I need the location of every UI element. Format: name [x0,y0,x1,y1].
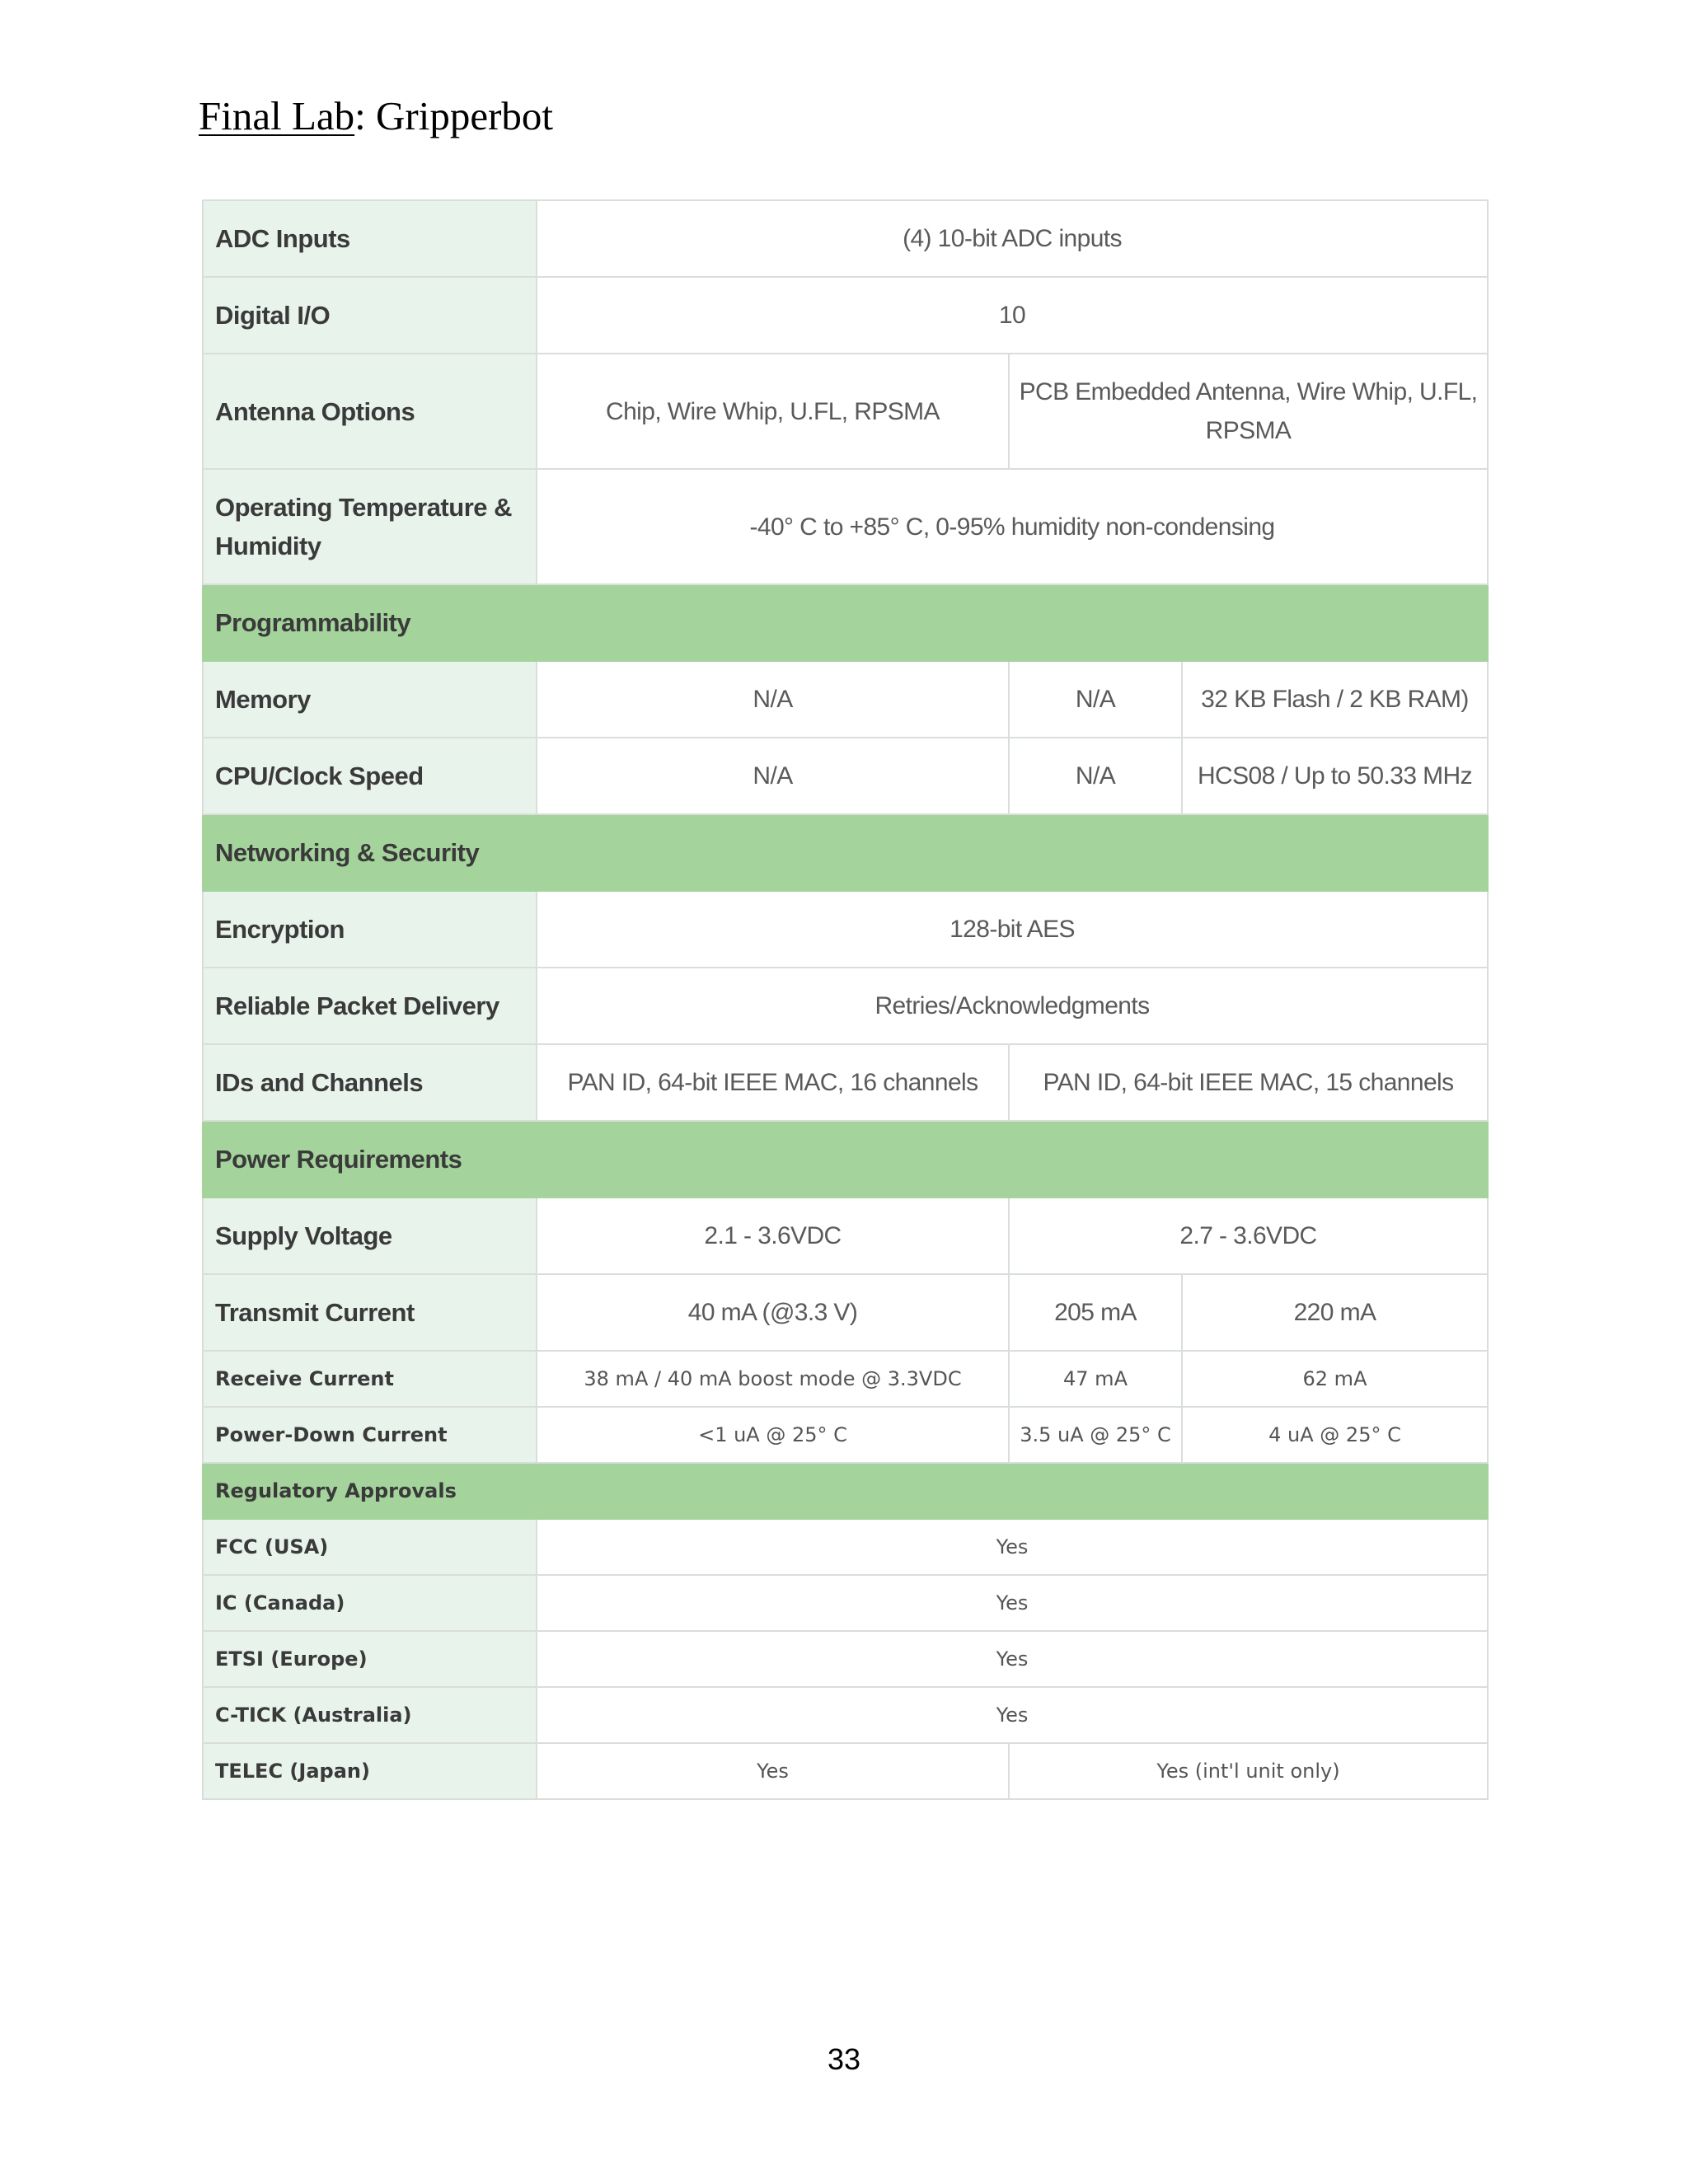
row-value: 10 [537,277,1488,354]
row-value: N/A [537,738,1009,814]
page-number: 33 [827,2042,861,2076]
row-value: 2.1 - 3.6VDC [537,1197,1009,1274]
table-row [203,1197,1488,1274]
row-label: IDs and Channels [203,1044,537,1121]
table-row [203,469,1488,584]
table-row [203,1351,1488,1407]
spec-table [202,199,1489,1800]
section-label: Power Requirements [203,1121,1488,1197]
table-row [203,1687,1488,1743]
row-value: 38 mA / 40 mA boost mode @ 3.3VDC [537,1351,1009,1407]
section-header [203,584,1488,661]
table-row [203,1575,1488,1631]
row-value: 32 KB Flash / 2 KB RAM) [1182,661,1488,738]
row-value: 40 mA (@3.3 V) [537,1274,1009,1351]
row-label: Memory [203,661,537,738]
row-value: N/A [1009,661,1182,738]
row-value: Yes [537,1743,1009,1799]
table-row [203,1631,1488,1687]
row-value: 62 mA [1182,1351,1488,1407]
section-header [203,1463,1488,1519]
row-value: Yes (int'l unit only) [1009,1743,1488,1799]
table-row [203,200,1488,277]
row-value: Yes [537,1631,1488,1687]
row-value: 2.7 - 3.6VDC [1009,1197,1488,1274]
row-label: TELEC (Japan) [203,1743,537,1799]
table-row [203,1743,1488,1799]
title-underlined: Final Lab [199,93,355,138]
section-label: Programmability [203,584,1488,661]
row-value: 47 mA [1009,1351,1182,1407]
row-label: C-TICK (Australia) [203,1687,537,1743]
table-row [203,891,1488,968]
row-value: PAN ID, 64-bit IEEE MAC, 16 channels [537,1044,1009,1121]
row-label: ETSI (Europe) [203,1631,537,1687]
row-label: Transmit Current [203,1274,537,1351]
row-value: 4 uA @ 25° C [1182,1407,1488,1463]
table-row [203,1407,1488,1463]
row-value: -40° C to +85° C, 0-95% humidity non-condensing [537,469,1488,584]
section-header [203,1121,1488,1197]
row-value: Yes [537,1575,1488,1631]
table-row [203,968,1488,1044]
table-row [203,738,1488,814]
section-header [203,814,1488,891]
row-label: CPU/Clock Speed [203,738,537,814]
row-value: (4) 10-bit ADC inputs [537,200,1488,277]
row-label: Reliable Packet Delivery [203,968,537,1044]
row-value: N/A [1009,738,1182,814]
row-label: Power-Down Current [203,1407,537,1463]
row-value: Yes [537,1687,1488,1743]
table-row [203,1274,1488,1351]
row-value: 128-bit AES [537,891,1488,968]
section-label: Regulatory Approvals [203,1463,1488,1519]
table-row [203,1044,1488,1121]
table-row [203,277,1488,354]
row-value: Chip, Wire Whip, U.FL, RPSMA [537,354,1009,469]
section-label: Networking & Security [203,814,1488,891]
table-row [203,1519,1488,1575]
row-value: PAN ID, 64-bit IEEE MAC, 15 channels [1009,1044,1488,1121]
row-label: ADC Inputs [203,200,537,277]
title-rest: : Gripperbot [354,93,554,138]
row-value: PCB Embedded Antenna, Wire Whip, U.FL, RPSMA [1009,354,1488,469]
row-value: N/A [537,661,1009,738]
row-value: Yes [537,1519,1488,1575]
row-label: Receive Current [203,1351,537,1407]
row-value: 3.5 uA @ 25° C [1009,1407,1182,1463]
table-row [203,354,1488,469]
row-label: Encryption [203,891,537,968]
row-label: Operating Temperature & Humidity [203,469,537,584]
row-label: Antenna Options [203,354,537,469]
row-value: 220 mA [1182,1274,1488,1351]
row-value: 205 mA [1009,1274,1182,1351]
row-value: <1 uA @ 25° C [537,1407,1009,1463]
row-label: FCC (USA) [203,1519,537,1575]
table-row [203,661,1488,738]
row-label: Digital I/O [203,277,537,354]
row-label: IC (Canada) [203,1575,537,1631]
row-label: Supply Voltage [203,1197,537,1274]
row-value: HCS08 / Up to 50.33 MHz [1182,738,1488,814]
page-title [199,92,553,139]
row-value: Retries/Acknowledgments [537,968,1488,1044]
